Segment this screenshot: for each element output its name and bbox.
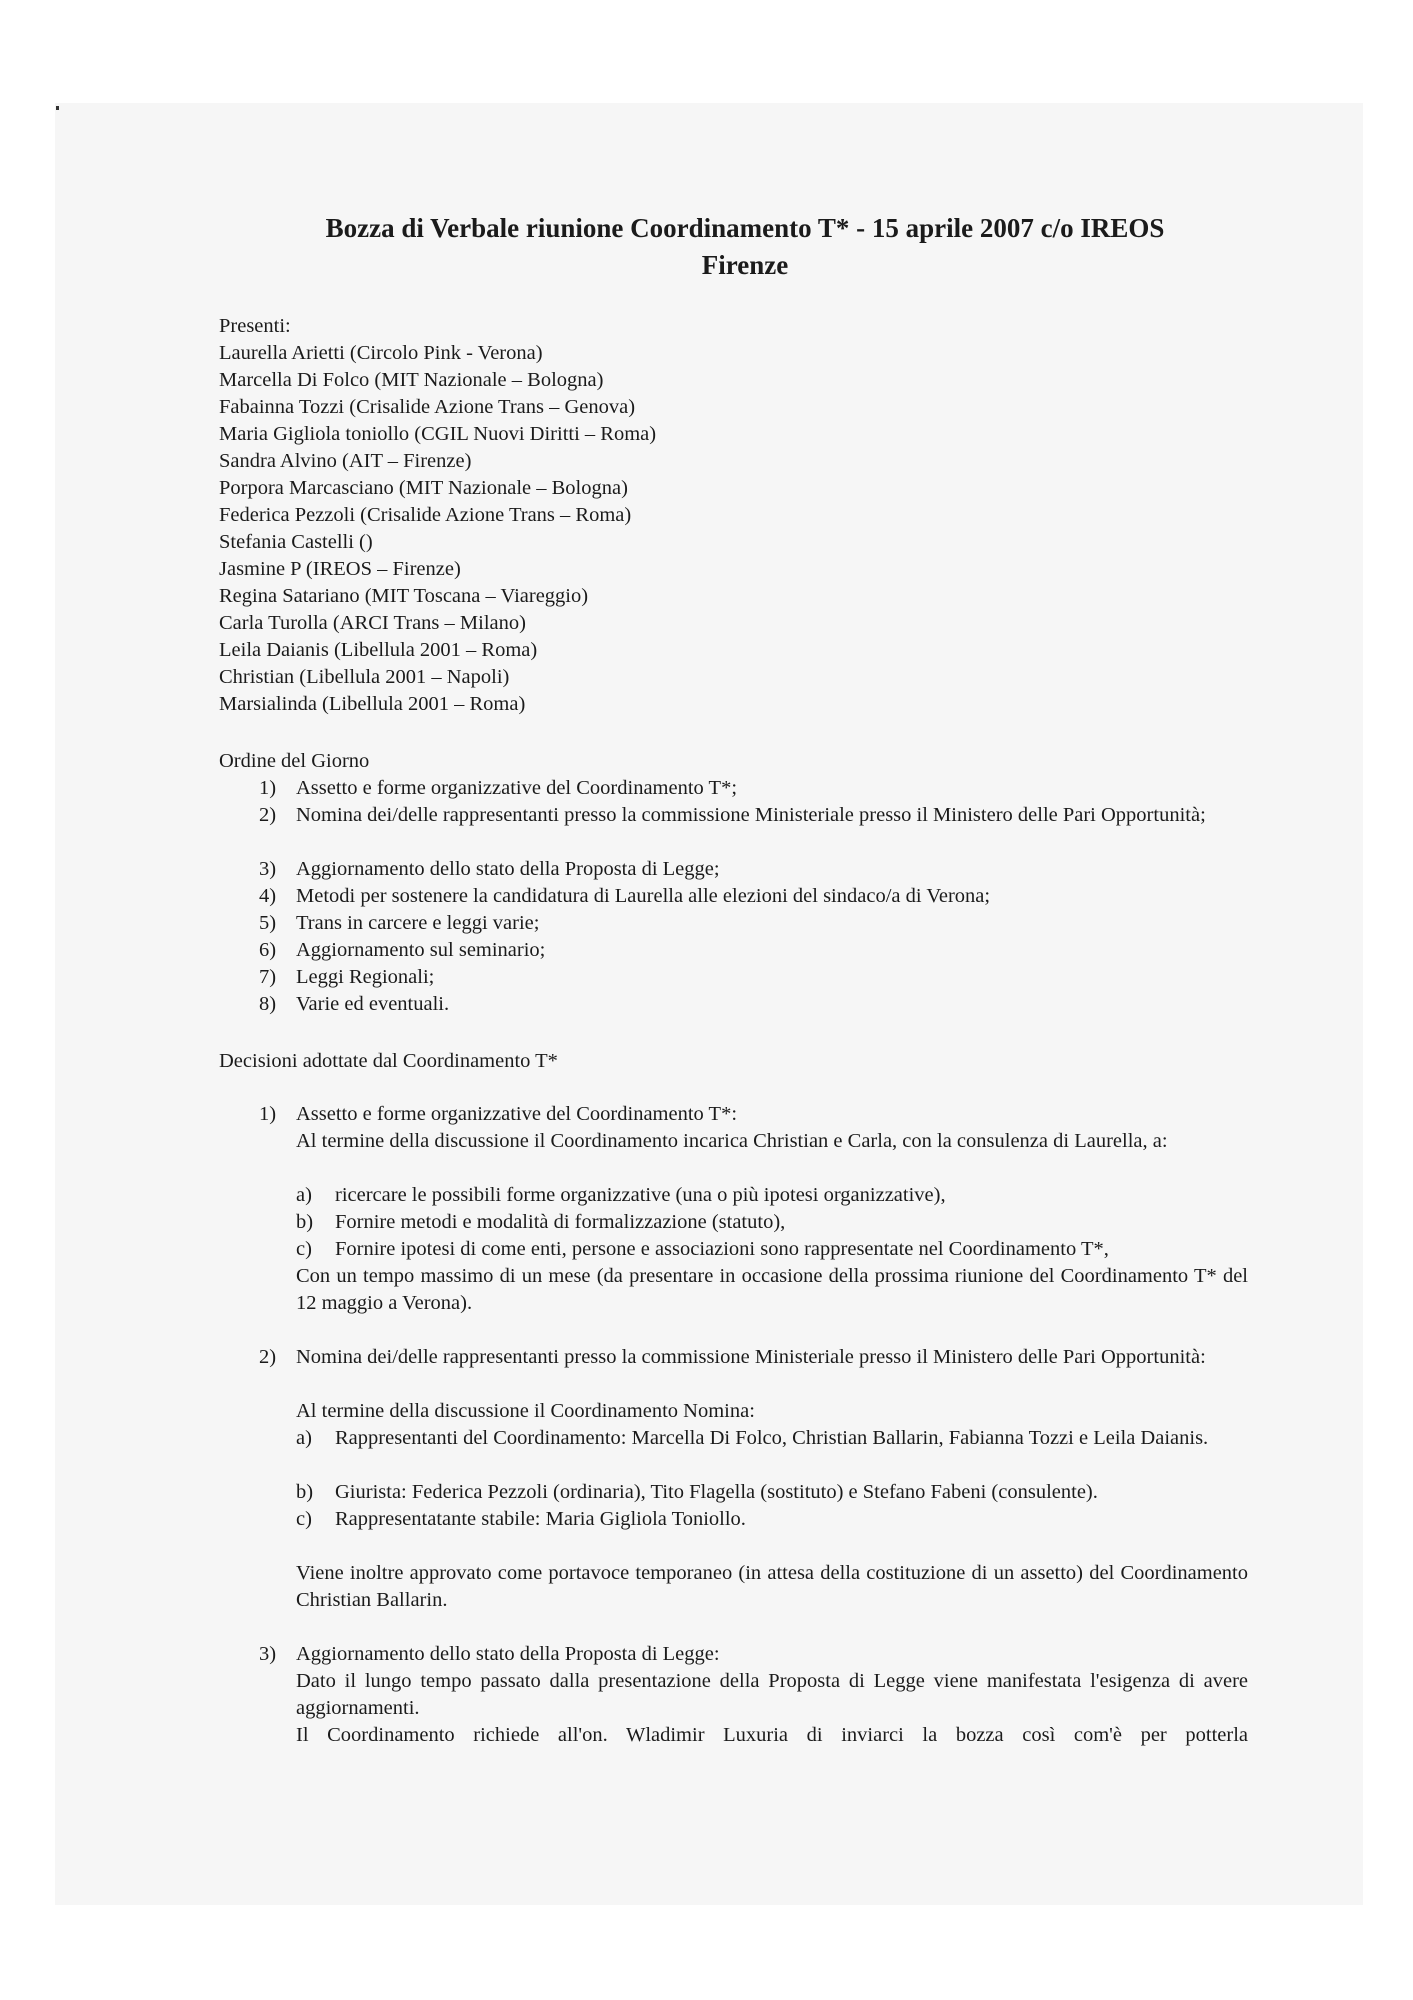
attendee: Jasmine P (IREOS – Firenze) [219, 558, 461, 580]
decision-closing: Viene inoltre approvato come portavoce temporaneo (in attesa della costituzione di un assetto) del Coordinamento Christian Ballarin. [296, 1562, 1248, 1611]
decision-number: 1) [259, 1103, 277, 1125]
attendee: Laurella Arietti (Circolo Pink - Verona) [219, 342, 543, 364]
agenda-heading: Ordine del Giorno [219, 750, 370, 772]
attendee: Carla Turolla (ARCI Trans – Milano) [219, 612, 526, 634]
decision-item: Rappresentanti del Coordinamento: Marcella Di Folco, Christian Ballarin, Fabianna Tozzi e Leila Daianis. [335, 1427, 1209, 1449]
attendee: Federica Pezzoli (Crisalide Azione Trans – Roma) [219, 504, 632, 526]
decision-intro: Al termine della discussione il Coordinamento incarica Christian e Carla, con la consulenza di Laurella, a: [296, 1130, 1168, 1152]
agenda-item-number: 4) [259, 885, 277, 907]
decision-title: Assetto e forme organizzative del Coordinamento T*: [296, 1103, 738, 1125]
decision-paragraph: Dato il lungo tempo passato dalla presentazione della Proposta di Legge viene manifestata l'esigenza di avere aggiornamenti. [296, 1670, 1248, 1719]
decision-closing: Con un tempo massimo di un mese (da presentare in occasione della prossima riunione del Coordinamento T* del 12 maggio a Verona). [296, 1265, 1248, 1314]
attendee: Porpora Marcasciano (MIT Nazionale – Bologna) [219, 477, 628, 499]
agenda-item: Aggiornamento sul seminario; [296, 939, 546, 961]
agenda-item: Varie ed eventuali. [296, 993, 450, 1015]
attendee: Regina Satariano (MIT Toscana – Viareggio) [219, 585, 589, 607]
attendee: Sandra Alvino (AIT – Firenze) [219, 450, 472, 472]
decision-item-letter: b) [296, 1211, 314, 1233]
decision-item-letter: a) [296, 1184, 312, 1206]
document-title [220, 210, 1270, 284]
attendee: Leila Daianis (Libellula 2001 – Roma) [219, 639, 538, 661]
decision-item: ricercare le possibili forme organizzative (una o più ipotesi organizzative), [335, 1184, 946, 1206]
agenda-item-number: 5) [259, 912, 277, 934]
attendee: Marcella Di Folco (MIT Nazionale – Bologna) [219, 369, 604, 391]
decision-item-letter: b) [296, 1481, 314, 1503]
decision-number: 2) [259, 1346, 277, 1368]
attendee: Marsialinda (Libellula 2001 – Roma) [219, 693, 526, 715]
decision-title: Nomina dei/delle rappresentanti presso la commissione Ministeriale presso il Ministero delle Pari Opportunità: [296, 1346, 1206, 1368]
title-line-1: Bozza di Verbale riunione Coordinamento T* - 15 aprile 2007 c/o IREOS [325, 213, 1165, 243]
attendees-heading: Presenti: [219, 315, 291, 337]
decision-item: Fornire metodi e modalità di formalizzazione (statuto), [335, 1211, 786, 1233]
decision-paragraph: Il Coordinamento richiede all'on. Wladimir Luxuria di inviarci la bozza così com'è per potterla [296, 1724, 1248, 1746]
decision-title: Aggiornamento dello stato della Proposta di Legge: [296, 1643, 720, 1665]
attendee: Stefania Castelli () [219, 531, 373, 553]
agenda-item: Assetto e forme organizzative del Coordinamento T*; [296, 777, 738, 799]
agenda-item: Leggi Regionali; [296, 966, 435, 988]
agenda-item-number: 8) [259, 993, 277, 1015]
agenda-item-number: 1) [259, 777, 277, 799]
agenda-item-number: 7) [259, 966, 277, 988]
decision-item: Rappresentatante stabile: Maria Gigliola Toniollo. [335, 1508, 746, 1530]
decision-item-letter: a) [296, 1427, 312, 1449]
agenda-item-number: 2) [259, 804, 277, 826]
decision-intro: Al termine della discussione il Coordinamento Nomina: [296, 1400, 755, 1422]
decision-number: 3) [259, 1643, 277, 1665]
decision-item-letter: c) [296, 1238, 312, 1260]
agenda-item: Nomina dei/delle rappresentanti presso la commissione Ministeriale presso il Ministero delle Pari Opportunità; [296, 804, 1206, 826]
decision-item: Giurista: Federica Pezzoli (ordinaria), Tito Flagella (sostituto) e Stefano Fabeni (consulente). [335, 1481, 1098, 1503]
decisions-heading: Decisioni adottate dal Coordinamento T* [219, 1050, 558, 1072]
decision-item-letter: c) [296, 1508, 312, 1530]
title-line-2: Firenze [701, 250, 789, 280]
agenda-item-number: 6) [259, 939, 277, 961]
agenda-item: Trans in carcere e leggi varie; [296, 912, 540, 934]
attendee: Fabainna Tozzi (Crisalide Azione Trans – Genova) [219, 396, 636, 418]
attendee: Maria Gigliola toniollo (CGIL Nuovi Diritti – Roma) [219, 423, 657, 445]
agenda-item: Metodi per sostenere la candidatura di Laurella alle elezioni del sindaco/a di Verona; [296, 885, 991, 907]
agenda-item: Aggiornamento dello stato della Proposta di Legge; [296, 858, 720, 880]
attendee: Christian (Libellula 2001 – Napoli) [219, 666, 510, 688]
agenda-item-number: 3) [259, 858, 277, 880]
decision-item: Fornire ipotesi di come enti, persone e associazioni sono rappresentate nel Coordinamento T*, [335, 1238, 1109, 1260]
